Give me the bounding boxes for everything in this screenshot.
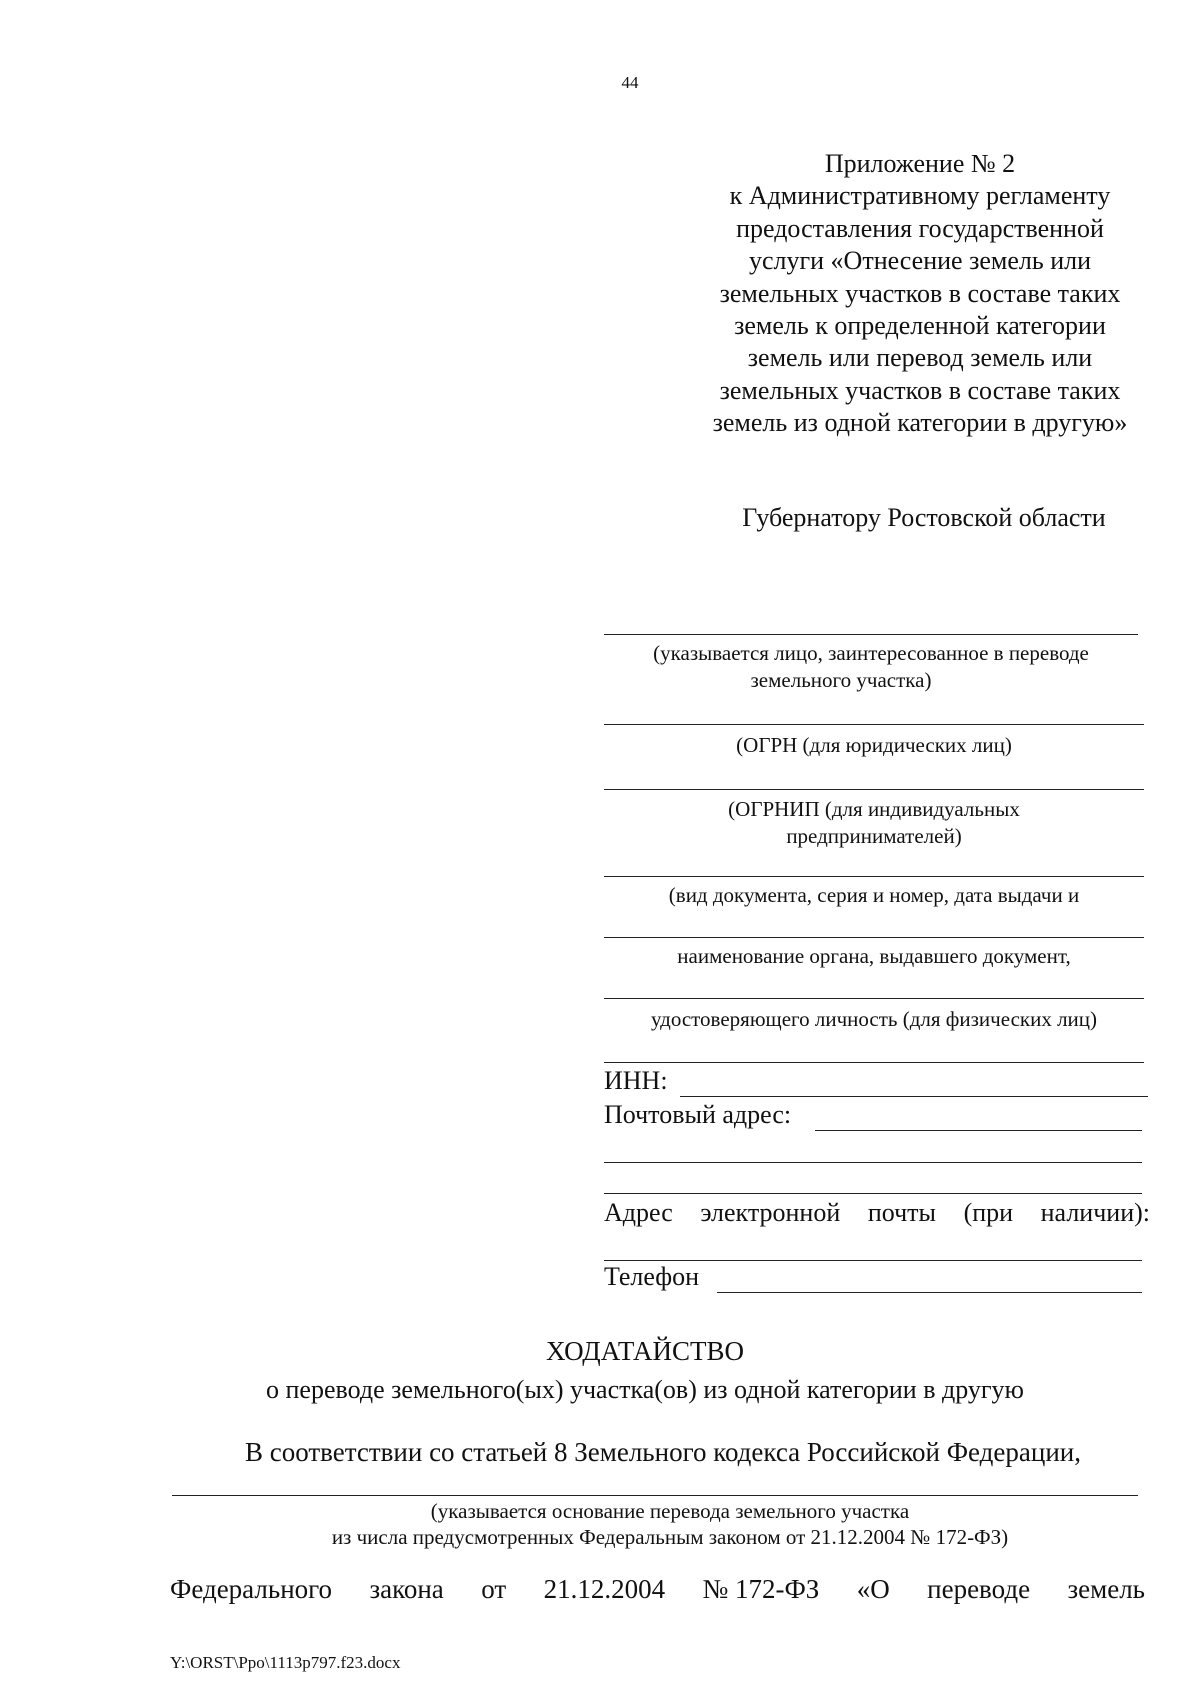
body-word: Федерального	[170, 1574, 333, 1604]
email-fill-line[interactable]	[604, 1260, 1142, 1261]
doc-fill-line-4	[604, 1062, 1144, 1063]
body-word: земель	[1067, 1574, 1145, 1604]
ogrn-caption: (ОГРН (для юридических лиц)	[736, 733, 1012, 757]
appendix-line: земель к определенной категории	[734, 311, 1106, 341]
doc-fill-line-3	[604, 998, 1144, 999]
appendix-line: Приложение № 2	[824, 149, 1016, 178]
postal-address-fill-line-2[interactable]	[604, 1162, 1142, 1163]
petition-body-line-2	[170, 1574, 1145, 1605]
body-word: закона	[369, 1574, 444, 1604]
page-number: 44	[621, 73, 639, 92]
person-fill-line	[604, 634, 1138, 635]
appendix-line: земель из одной категории в другую»	[712, 408, 1128, 438]
doc-caption-1: (вид документа, серия и номер, дата выдачи и	[668, 883, 1080, 907]
postal-address-fill-line-1[interactable]	[815, 1130, 1142, 1131]
appendix-header	[660, 148, 1180, 440]
doc-fill-line-1	[604, 876, 1144, 877]
caption-line: земельного участка)	[750, 668, 932, 692]
caption-line: (указывается основание перевода земельного участка	[430, 1499, 910, 1523]
ogrnip-caption	[604, 796, 1144, 850]
phone-fill-line[interactable]	[717, 1292, 1142, 1293]
caption-line: (указывается лицо, заинтересованное в переводе	[653, 641, 1089, 665]
postal-address-label: Почтовый адрес:	[604, 1100, 792, 1129]
appendix-line: земельных участков в составе таких	[719, 278, 1121, 308]
email-label: Адрес электронной почты (при наличии):	[604, 1198, 1150, 1227]
ogrnip-fill-line	[604, 789, 1144, 790]
body-word: от	[481, 1574, 507, 1604]
body-word: 21.12.2004	[543, 1574, 666, 1604]
petition-body-line-1: В соответствии со статьей 8 Земельного кодекса Российской Федерации,	[245, 1437, 1081, 1467]
doc-caption-2: наименование органа, выдавшего документ,	[677, 944, 1071, 968]
petition-subtitle: о переводе земельного(ых) участка(ов) из одной категории в другую	[266, 1375, 1024, 1404]
phone-label: Телефон	[604, 1262, 700, 1291]
appendix-line: предоставления государственной	[736, 213, 1104, 243]
postal-address-fill-line-3[interactable]	[604, 1193, 1142, 1194]
petition-title: ХОДАТАЙСТВО	[546, 1336, 744, 1366]
appendix-line: земельных участков в составе таких	[719, 375, 1121, 405]
person-caption	[604, 640, 1138, 694]
inn-fill-line[interactable]	[680, 1096, 1148, 1097]
appendix-line: земель или перевод земель или	[747, 343, 1093, 373]
doc-caption-3: удостоверяющего личность (для физических лиц)	[650, 1007, 1098, 1031]
caption-line: предпринимателей)	[786, 824, 962, 848]
addressee: Губернатору Ростовской области	[742, 503, 1106, 532]
body-word: № 172-ФЗ	[702, 1574, 820, 1604]
caption-line: из числа предусмотренных Федеральным законом от 21.12.2004 № 172-ФЗ)	[331, 1525, 1009, 1549]
doc-fill-line-2	[604, 937, 1144, 938]
appendix-line: услуги «Отнесение земель или	[748, 246, 1092, 276]
caption-line: (ОГРНИП (для индивидуальных	[728, 797, 1020, 821]
basis-caption	[172, 1498, 1138, 1550]
inn-label: ИНН:	[604, 1066, 668, 1095]
footer-file-path: Y:\ORST\Ppo\1113p797.f23.docx	[170, 1653, 401, 1672]
ogrn-fill-line	[604, 724, 1144, 725]
appendix-line: к Административному регламенту	[729, 181, 1111, 211]
body-word: «О	[856, 1574, 890, 1604]
basis-fill-line[interactable]	[172, 1495, 1138, 1496]
body-word: переводе	[927, 1574, 1031, 1604]
